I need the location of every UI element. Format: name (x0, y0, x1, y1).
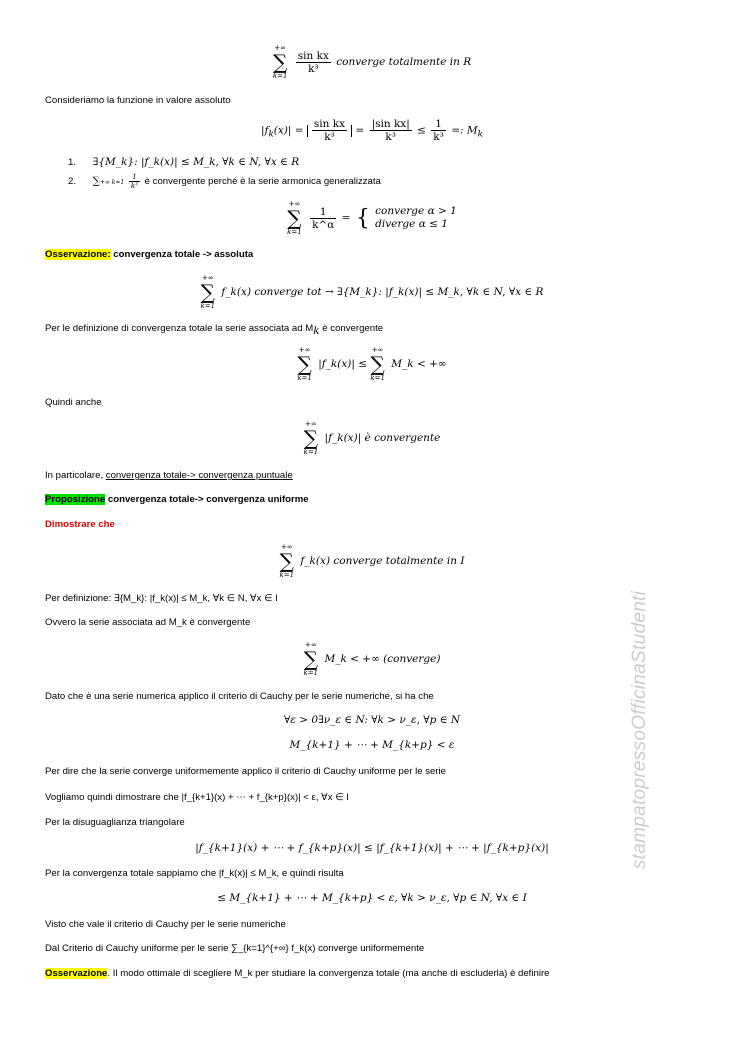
paragraph: Per dire che la serie converge uniformemente applico il criterio di Cauchy uniforme per le serie (45, 766, 446, 777)
formula-triangle-inequality: |f_{k+1}(x) + ⋯ + f_{k+p}(x)| ≤ |f_{k+1}(x)| + ⋯ + |f_{k+p}(x)| (195, 842, 549, 854)
proposition: Proposizione convergenza totale-> convergenza uniforme (45, 494, 309, 505)
formula-harmonic-series: +∞ ∑ k=1 $\frac{1}{k\^{}\alpha}$ = { converge α > 1 diverge α ≤ 1 (287, 200, 457, 236)
watermark (620, 540, 660, 920)
paragraph: Consideriamo la funzione in valore assoluto (45, 95, 231, 106)
proof-heading: Dimostrare che (45, 519, 115, 530)
formula-abs-convergent: +∞ ∑ k=1 |f_k(x)| è convergente (303, 420, 441, 456)
observation-1: Osservazione: convergenza totale -> assoluta (45, 249, 254, 260)
fraction: $\frac{\text{sin kx}}{\text{k³}}$ (297, 49, 329, 75)
paragraph: Per definizione: ∃{M_k}: |f_k(x)| ≤ M_k, ∀k ∈ N, ∀x ∈ I (45, 593, 278, 604)
paragraph: Dato che è una serie numerica applico il criterio di Cauchy per le serie numeriche, si ha che (45, 691, 434, 702)
watermark-text: stampatopressoOfficinaStudenti (629, 590, 650, 870)
formula-Mk-converges: +∞ ∑ k=1 M_k < +∞ (converge) (303, 641, 441, 677)
paragraph: Visto che vale il criterio di Cauchy per le serie numeriche (45, 919, 286, 930)
paragraph: Quindi anche (45, 397, 102, 408)
formula-total-in-I: +∞ ∑ k=1 f_k(x) converge totalmente in I (279, 543, 465, 579)
formula-bound: ≤ M_{k+1} + ⋯ + M_{k+p} < ε, ∀k > ν_ε, ∀p ∈ N, ∀x ∈ I (217, 892, 527, 904)
list-item: 1. ∃{M_k}: |f_k(x)| ≤ M_k, ∀k ∈ N, ∀x ∈ R (68, 156, 300, 168)
paragraph: In particolare, convergenza totale-> convergenza puntuale (45, 470, 293, 481)
list-item: 2. ∑+∞ k=1 $\frac{1}{\text{k³}}$ è convergente perché è la serie armonica generalizzata (68, 173, 381, 190)
paragraph: Ovvero la serie associata ad M_k è convergente (45, 617, 251, 628)
paragraph: Dal Criterio di Cauchy uniforme per le serie ∑_{k=1}^{+∞} f_k(x) converge uniformemente (45, 943, 425, 954)
formula-text: converge totalmente in R (336, 56, 472, 68)
formula-sum-bounded: +∞ ∑ k=1 |f_k(x)| ≤ +∞ ∑ k=1 M_k < +∞ (297, 346, 447, 382)
sum-symbol: +∞ ∑ k=1 (272, 44, 288, 80)
formula-total-convergence-sin (0, 44, 744, 80)
paragraph: Per la convergenza totale sappiamo che |f_k(x)| ≤ M_k, e quindi risulta (45, 868, 344, 879)
observation-2: Osservazione. Il modo ottimale di scegliere M_k per studiare la convergenza totale (ma anche di escluderla) è definire (45, 968, 550, 979)
formula-cauchy-condition: ∀ε > 0∃ν_ε ∈ N: ∀k > ν_ε, ∀p ∈ N (283, 714, 461, 726)
paragraph: Per la disuguaglianza triangolare (45, 817, 185, 828)
formula-absolute-value: $|f_k(x)|$ = $\frac{\text{sin kx}}{\text{k³}}$ = $\frac{\text{|sin kx|}}{\text{k³}}$ ≤ $\frac{1}{\text{k³}}$ =: $M_k$ (261, 118, 483, 143)
paragraph: Vogliamo quindi dimostrare che |f_{k+1}(x) + ⋯ + f_{k+p}(x)| < ε, ∀x ∈ I (45, 792, 349, 803)
formula-cauchy-sum: M_{k+1} + ⋯ + M_{k+p} < ε (289, 739, 455, 751)
formula-total-to-absolute: +∞ ∑ k=1 f_k(x) converge tot → ∃{M_k}: |f_k(x)| ≤ M_k, ∀k ∈ N, ∀x ∈ R (200, 274, 544, 310)
paragraph: Per le definizione di convergenza totale la serie associata ad $M_k$ è convergente (45, 323, 384, 337)
